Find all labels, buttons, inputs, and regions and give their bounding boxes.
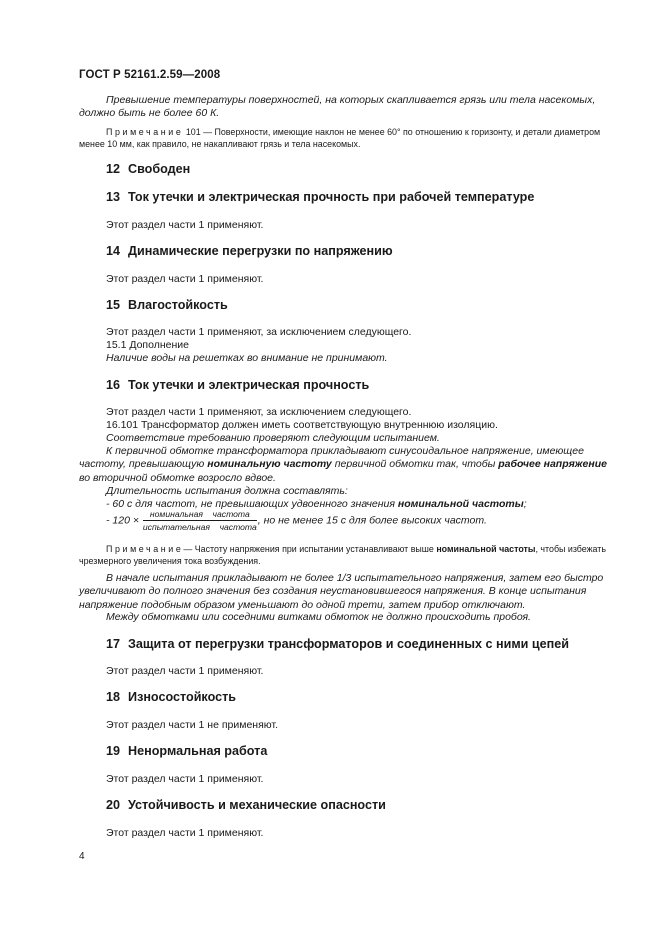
test-voltage-paragraph [79,445,617,485]
section-13-text: Этот раздел части 1 применяют. [106,219,264,231]
section-title: Ненормальная работа [128,744,268,758]
section-17-text: Этот раздел части 1 применяют. [106,665,264,677]
subsection-15-1-text: Наличие воды на решетках во внимание не принимают. [106,352,388,364]
section-title: Устойчивость и механические опасности [128,798,386,812]
text-run: , но не менее 15 с для более высоких частот. [257,514,487,527]
breakdown-requirement: Между обмотками или соседними витками обмоток не должно происходить пробоя. [106,611,531,623]
section-title: Свободен [128,162,191,176]
section-15-text: Этот раздел части 1 применяют, за исключением следующего. [106,326,412,338]
section-title: Динамические перегрузки по напряжению [128,244,393,258]
section-19-heading [106,744,267,758]
note-text: 101 — Поверхности, имеющие наклон не менее 60° по отношению к горизонту, и детали диаметром менее 10 мм, как правило, не накапливают грязь и тела насекомых. [79,127,601,149]
text-run: частота [212,509,250,519]
text-run: во вторичной обмотке возросло вдвое. [79,471,276,484]
section-title: Ток утечки и электрическая прочность [128,378,370,392]
section-number: 20 [106,798,121,812]
text-run: испытательная [142,522,210,532]
text-run: - 60 с для частот, не превышающих удвоенного значения [106,498,398,510]
text-run: К первичной обмотке трансформатора прикладывают синусоидальное напряжение, имеющее частоту, превышающую [79,445,584,471]
page-number: 4 [79,851,85,862]
section-14-heading [106,244,393,258]
subsection-15-1: 15.1 Дополнение [106,339,189,351]
fraction-denominator [143,521,257,532]
section-number: 16 [106,378,121,392]
section-number: 15 [106,298,121,312]
section-16-heading [106,378,369,392]
section-17-heading [106,637,569,651]
section-number: 12 [106,162,121,176]
intro-paragraph: Превышение температуры поверхностей, на которых скапливается грязь или тела насекомых, должно быть не более 60 К. [79,94,596,120]
section-number: 19 [106,744,121,758]
section-16-text: Этот раздел части 1 применяют, за исключением следующего. [106,406,412,418]
note-label: Примечание [106,544,184,554]
document-header: ГОСТ Р 52161.2.59—2008 [79,69,221,81]
duration-item-2 [106,509,487,532]
section-12-heading [106,162,190,176]
defined-term: рабочее напряжение [498,458,607,471]
section-title: Ток утечки и электрическая прочность при рабочей температуре [128,190,535,204]
section-18-text: Этот раздел части 1 не применяют. [106,719,278,731]
text-run: — Частоту напряжения при испытании устанавливают выше [183,544,437,554]
section-number: 18 [106,690,121,704]
section-20-heading [106,798,386,812]
defined-term: номинальной частоты [397,498,524,510]
text-run: , чтобы избежать чрезмерного увеличения тока возбуждения. [79,544,606,566]
section-16-note [79,543,617,567]
section-20-text: Этот раздел части 1 применяют. [106,827,264,839]
section-number: 14 [106,244,121,258]
intro-note [79,126,617,150]
text-run: частота [219,522,257,532]
section-title: Износостойкость [128,690,237,704]
section-title: Защита от перегрузки трансформаторов и соединенных с ними цепей [128,637,570,651]
defined-term: номинальную частоту [207,458,332,471]
text-run: ; [523,498,527,510]
compliance-statement: Соответствие требованию проверяют следующим испытанием. [106,432,440,444]
test-duration: Длительность испытания должна составлять: [106,485,348,497]
subsection-16-101: 16.101 Трансформатор должен иметь соответствующую внутреннюю изоляцию. [106,419,498,431]
frequency-fraction [143,509,257,532]
section-14-text: Этот раздел части 1 применяют. [106,273,264,285]
note-label: Примечание [106,127,184,137]
section-15-heading [106,298,228,312]
fraction-numerator [143,509,257,521]
section-19-text: Этот раздел части 1 применяют. [106,773,264,785]
text-run: номинальная [149,509,203,519]
text-run: - 120 × [106,514,139,527]
defined-term: номинальной частоты [436,544,536,554]
section-number: 17 [106,637,121,651]
section-title: Влагостойкость [128,298,228,312]
test-procedure-paragraph: В начале испытания прикладывают не более 1/3 испытательного напряжения, затем его быстро увеличивают до полного значения без создания неустановившегося напряжения. В конце испытания напряжение подобным образом уменьшают до одной трети, затем прибор отключают. [79,572,604,611]
section-13-heading [106,190,534,204]
section-number: 13 [106,190,121,204]
text-run: первичной обмотки так, чтобы [331,458,499,471]
section-18-heading [106,690,236,704]
